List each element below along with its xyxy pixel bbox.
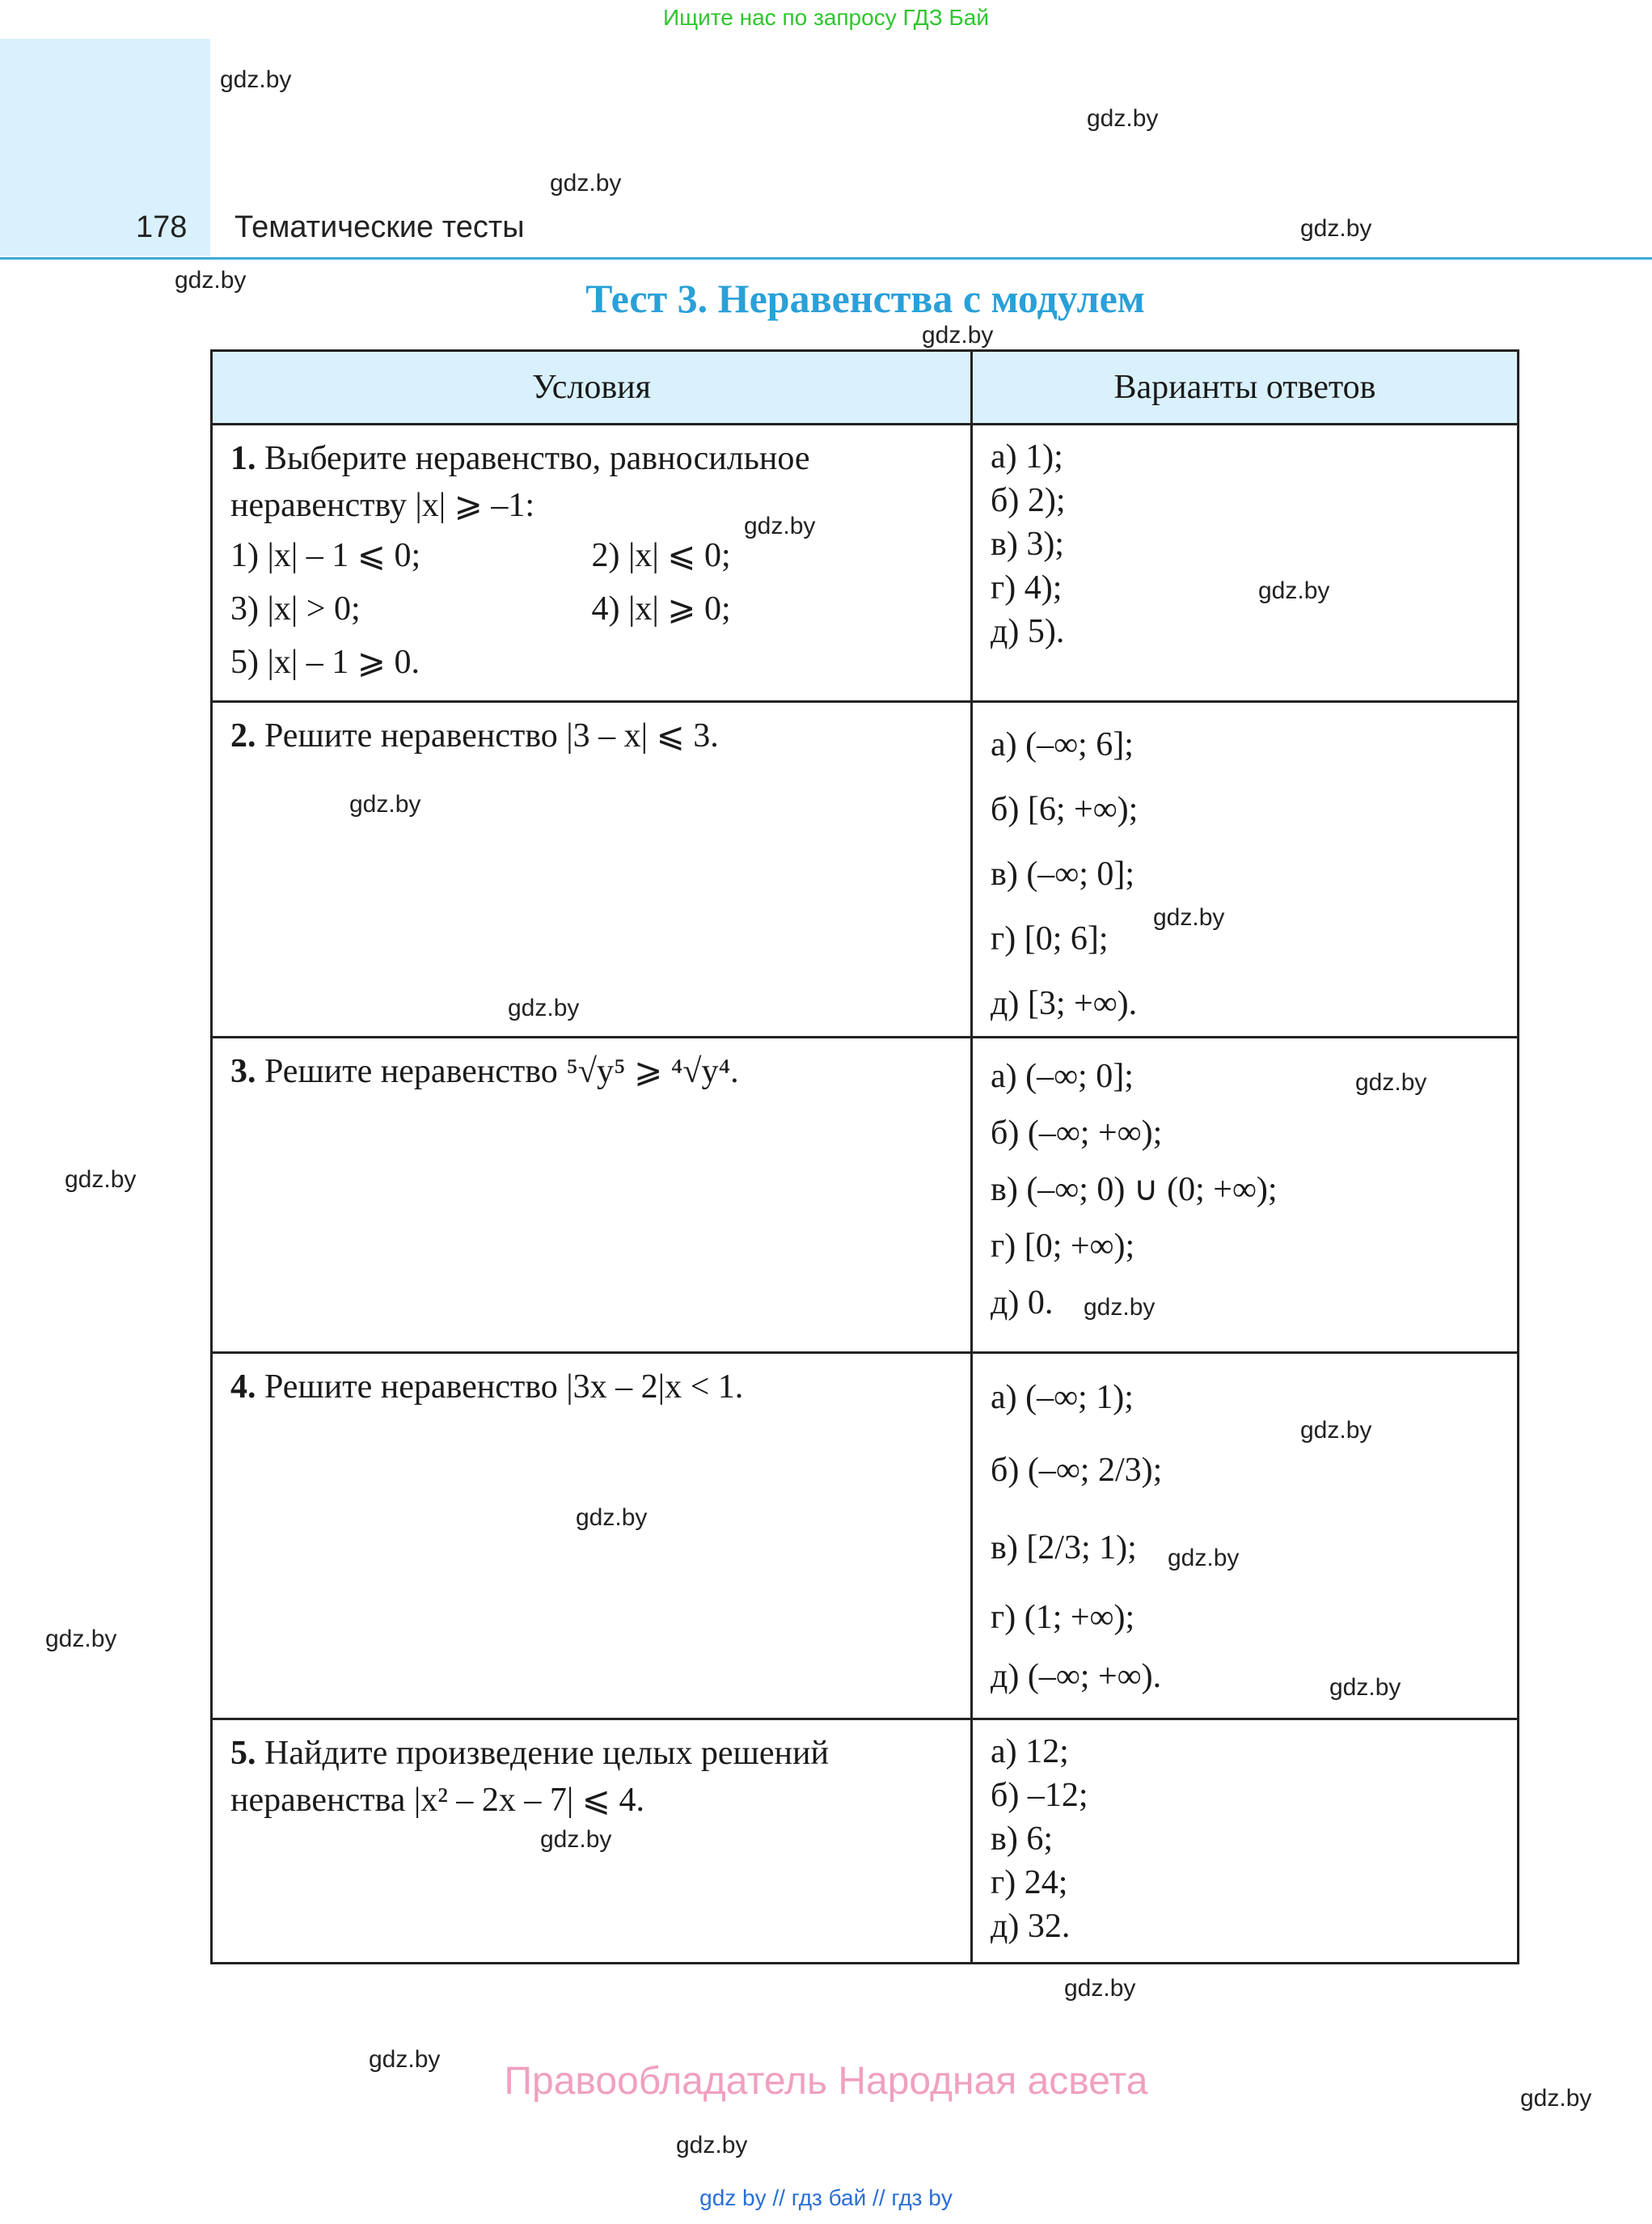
option-item: 3) |x| > 0; xyxy=(230,590,361,628)
question-number: 2. xyxy=(230,717,256,755)
table-header-row xyxy=(212,351,1519,425)
watermark: gdz.by xyxy=(1153,904,1225,931)
question-text: Решите неравенство |3 – x| ⩽ 3. xyxy=(264,717,719,755)
question-number: 5. xyxy=(230,1735,256,1772)
watermark: gdz.by xyxy=(1329,1674,1401,1701)
watermark: gdz.by xyxy=(1258,577,1330,604)
watermark: gdz.by xyxy=(175,267,247,294)
watermark: gdz.by xyxy=(45,1626,117,1652)
option-item: 2) |x| ⩽ 0; xyxy=(591,537,731,574)
watermark: gdz.by xyxy=(1300,215,1372,242)
condition-cell xyxy=(212,1353,972,1719)
table-row xyxy=(212,425,1519,702)
table-row xyxy=(212,1038,1519,1353)
answers-cell xyxy=(972,702,1519,1038)
column-header-answers: Варианты ответов xyxy=(972,351,1519,425)
answer-option: б) 2); xyxy=(991,482,1066,519)
watermark: gdz.by xyxy=(550,170,622,197)
question-text: Решите неравенство ⁵√y⁵ ⩾ ⁴√y⁴. xyxy=(264,1053,739,1090)
watermark: gdz.by xyxy=(922,322,994,349)
condition-cell xyxy=(212,425,972,702)
answer-option: д) 32. xyxy=(991,1908,1071,1945)
question-number: 3. xyxy=(230,1053,256,1090)
answer-option: в) 3); xyxy=(991,526,1064,563)
top-banner[interactable]: Ищите нас по запросу ГДЗ Бай xyxy=(662,5,990,30)
watermark: gdz.by xyxy=(1064,1975,1136,2002)
condition-cell xyxy=(212,702,972,1038)
watermark: gdz.by xyxy=(1300,1417,1372,1444)
page-number: 178 xyxy=(136,210,188,244)
watermark: gdz.by xyxy=(1355,1069,1427,1096)
answer-option: в) (–∞; 0]; xyxy=(991,856,1135,893)
watermark: gdz.by xyxy=(576,1504,648,1531)
answers-cell xyxy=(972,425,1519,702)
table-row xyxy=(212,702,1519,1038)
answer-option: в) [2/3; 1); xyxy=(991,1529,1137,1567)
answer-option: д) [3; +∞). xyxy=(991,985,1138,1022)
watermark: gdz.by xyxy=(540,1826,612,1853)
answer-option: а) (–∞; 6]; xyxy=(991,726,1134,763)
test-title: Тест 3. Неравенства с модулем xyxy=(585,276,1145,321)
question-text: Найдите произведение целых решений неравенства |x² – 2x – 7| ⩽ 4. xyxy=(230,1735,829,1819)
watermark: gdz.by xyxy=(349,791,421,818)
option-item: 1) |x| – 1 ⩽ 0; xyxy=(230,537,421,574)
answer-option: а) 1); xyxy=(991,438,1063,476)
watermark: gdz.by xyxy=(369,2046,441,2073)
option-item: 4) |x| ⩾ 0; xyxy=(591,590,731,628)
watermark: gdz.by xyxy=(676,2132,748,2158)
answer-option: в) (–∞; 0) ∪ (0; +∞); xyxy=(991,1171,1278,1208)
section-title: Тематические тесты xyxy=(234,210,525,244)
answers-cell xyxy=(972,1038,1519,1353)
answer-option: в) 6; xyxy=(991,1820,1053,1858)
watermark: gdz.by xyxy=(1084,1294,1156,1321)
question-number: 1. xyxy=(230,440,256,477)
question-text: Решите неравенство |3x – 2|x < 1. xyxy=(264,1368,744,1406)
watermark: gdz.by xyxy=(1168,1545,1240,1571)
condition-cell xyxy=(212,1038,972,1353)
copyright-footer: Правообладатель Народная асвета xyxy=(504,2060,1148,2103)
watermark: gdz.by xyxy=(1087,105,1159,132)
answers-cell xyxy=(972,1353,1519,1719)
answer-option: д) 5). xyxy=(991,613,1065,650)
answer-option: а) (–∞; 1); xyxy=(991,1379,1134,1416)
answer-option: д) (–∞; +∞). xyxy=(991,1658,1162,1695)
answer-option: г) [0; 6]; xyxy=(991,920,1109,958)
option-grid xyxy=(230,529,953,689)
header-divider xyxy=(0,257,1652,260)
answer-option: а) (–∞; 0]; xyxy=(991,1058,1134,1095)
answer-option: б) (–∞; +∞); xyxy=(991,1114,1163,1152)
answer-option: г) 4); xyxy=(991,569,1063,607)
table-row xyxy=(212,1719,1519,1964)
question-number: 4. xyxy=(230,1368,256,1406)
question-text: Выберите неравенство, равносильное неравенству |x| ⩾ –1: xyxy=(230,440,810,524)
answer-option: а) 12; xyxy=(991,1733,1069,1770)
answer-option: г) [0; +∞); xyxy=(991,1228,1135,1265)
answer-option: д) 0. xyxy=(991,1284,1054,1321)
answer-option: г) 24; xyxy=(991,1864,1068,1901)
answer-option: г) (1; +∞); xyxy=(991,1599,1135,1636)
answer-option: б) [6; +∞); xyxy=(991,791,1139,828)
watermark: gdz.by xyxy=(65,1166,137,1193)
answer-option: б) –12; xyxy=(991,1777,1088,1814)
watermark: gdz.by xyxy=(1520,2085,1592,2112)
answers-cell xyxy=(972,1719,1519,1964)
column-header-conditions: Условия xyxy=(212,351,972,425)
table-row xyxy=(212,1353,1519,1719)
bottom-links[interactable]: gdz by // гдз бай // гдз by xyxy=(699,2185,953,2210)
option-item: 5) |x| – 1 ⩾ 0. xyxy=(230,644,420,681)
watermark: gdz.by xyxy=(220,66,292,93)
answer-option: б) (–∞; 2/3); xyxy=(991,1452,1163,1489)
watermark: gdz.by xyxy=(744,513,816,539)
watermark: gdz.by xyxy=(508,995,580,1021)
